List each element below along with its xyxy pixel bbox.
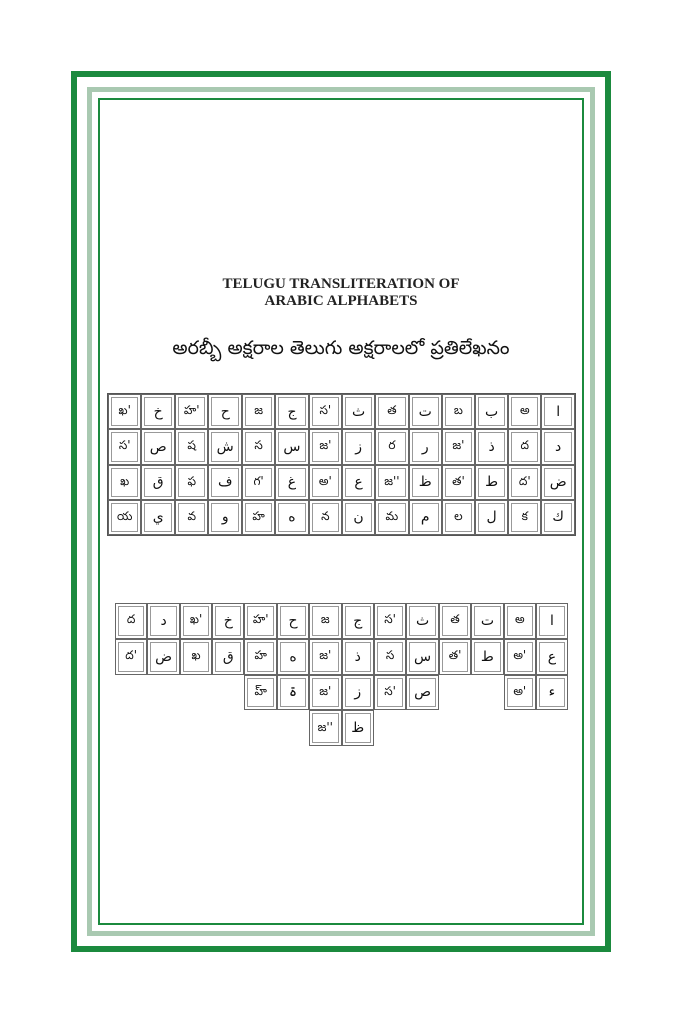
empty-cell xyxy=(471,710,503,746)
telugu-letter-cell: హ' xyxy=(175,394,208,429)
telugu-letter-cell: జ'' xyxy=(309,710,342,746)
telugu-letter-cell: క xyxy=(508,500,541,535)
arabic-letter-cell: ذ xyxy=(475,429,508,464)
empty-cell xyxy=(212,675,244,711)
arabic-letter-cell: ف xyxy=(208,465,242,500)
empty-cell xyxy=(115,710,147,746)
arabic-letter-cell: س xyxy=(406,639,439,675)
telugu-letter-cell: న xyxy=(309,500,342,535)
arabic-letter-cell: ص xyxy=(141,429,175,464)
empty-cell xyxy=(536,710,568,746)
table-row xyxy=(115,639,568,675)
telugu-letter-cell: స' xyxy=(108,429,141,464)
telugu-letter-cell: ఖ xyxy=(180,639,212,675)
empty-cell xyxy=(244,710,277,746)
arabic-letter-cell: ه xyxy=(275,500,309,535)
arabic-letter-cell: ث xyxy=(342,394,375,429)
telugu-letter-cell: స' xyxy=(309,394,342,429)
empty-cell xyxy=(147,675,180,711)
arabic-letter-cell: ث xyxy=(406,603,439,639)
empty-cell xyxy=(439,675,471,711)
alphabet-table-main xyxy=(107,393,576,536)
page-title-line-2: ARABIC ALPHABETS xyxy=(264,293,418,309)
empty-cell xyxy=(277,710,309,746)
telugu-letter-cell: ద' xyxy=(508,465,541,500)
telugu-letter-cell: ద' xyxy=(115,639,147,675)
arabic-letter-cell: س xyxy=(275,429,309,464)
empty-cell xyxy=(374,710,406,746)
arabic-letter-cell: ذ xyxy=(342,639,374,675)
telugu-letter-cell: అ xyxy=(504,603,536,639)
empty-cell xyxy=(180,675,212,711)
telugu-subtitle: అరబ్బీ అక్షరాల తెలుగు అక్షరాలలో ప్రతిలేఖనం xyxy=(172,337,510,359)
arabic-letter-cell: ه xyxy=(277,639,309,675)
arabic-letter-cell: ظ xyxy=(342,710,374,746)
telugu-letter-cell: జ'' xyxy=(375,465,408,500)
arabic-letter-cell: ج xyxy=(275,394,309,429)
arabic-letter-cell: د xyxy=(147,603,180,639)
telugu-letter-cell: త xyxy=(439,603,471,639)
arabic-letter-cell: ز xyxy=(342,675,374,711)
telugu-letter-cell: జ xyxy=(242,394,275,429)
empty-cell xyxy=(504,710,536,746)
telugu-letter-cell: త xyxy=(375,394,408,429)
telugu-letter-cell: అ xyxy=(508,394,541,429)
empty-cell xyxy=(212,710,244,746)
table-row xyxy=(108,394,575,429)
arabic-letter-cell: ا xyxy=(536,603,568,639)
arabic-letter-cell: ع xyxy=(342,465,375,500)
telugu-letter-cell: త' xyxy=(442,465,475,500)
arabic-letter-cell: ح xyxy=(277,603,309,639)
telugu-letter-cell: జ' xyxy=(309,639,342,675)
arabic-letter-cell: ق xyxy=(141,465,175,500)
arabic-letter-cell: ا xyxy=(541,394,575,429)
empty-cell xyxy=(115,675,147,711)
telugu-letter-cell: ఖ' xyxy=(180,603,212,639)
telugu-letter-cell: జ' xyxy=(309,429,342,464)
table-row xyxy=(108,465,575,500)
telugu-letter-cell: అ' xyxy=(504,639,536,675)
telugu-letter-cell: స xyxy=(242,429,275,464)
telugu-letter-cell: స' xyxy=(374,603,406,639)
empty-cell xyxy=(439,710,471,746)
telugu-letter-cell: ర xyxy=(375,429,408,464)
arabic-letter-cell: ط xyxy=(471,639,503,675)
telugu-letter-cell: హ' xyxy=(244,603,277,639)
empty-cell xyxy=(147,710,180,746)
telugu-letter-cell: జ xyxy=(309,603,342,639)
arabic-letter-cell: ق xyxy=(212,639,244,675)
telugu-letter-cell: ఖ' xyxy=(108,394,141,429)
table-row xyxy=(115,675,568,711)
telugu-letter-cell: వ xyxy=(175,500,208,535)
telugu-letter-cell: అ' xyxy=(504,675,536,711)
arabic-letter-cell: ز xyxy=(342,429,375,464)
arabic-letter-cell: ت xyxy=(471,603,503,639)
table-row xyxy=(108,429,575,464)
telugu-letter-cell: గ' xyxy=(242,465,275,500)
arabic-letter-cell: د xyxy=(541,429,575,464)
telugu-letter-cell: హ్ xyxy=(244,675,277,711)
arabic-letter-cell: ض xyxy=(541,465,575,500)
telugu-letter-cell: అ' xyxy=(309,465,342,500)
telugu-letter-cell: ద xyxy=(115,603,147,639)
arabic-letter-cell: ح xyxy=(208,394,242,429)
arabic-letter-cell: ي xyxy=(141,500,175,535)
arabic-letter-cell: ض xyxy=(147,639,180,675)
empty-cell xyxy=(180,710,212,746)
alphabet-table-secondary xyxy=(115,603,568,746)
arabic-letter-cell: ج xyxy=(342,603,374,639)
telugu-letter-cell: ల xyxy=(442,500,475,535)
arabic-letter-cell: خ xyxy=(212,603,244,639)
arabic-letter-cell: ن xyxy=(342,500,375,535)
empty-cell xyxy=(406,710,439,746)
arabic-letter-cell: غ xyxy=(275,465,309,500)
arabic-letter-cell: ص xyxy=(406,675,439,711)
telugu-letter-cell: జ' xyxy=(309,675,342,711)
arabic-letter-cell: ش xyxy=(208,429,242,464)
arabic-letter-cell: ع xyxy=(536,639,568,675)
telugu-letter-cell: మ xyxy=(375,500,408,535)
telugu-letter-cell: ఫ xyxy=(175,465,208,500)
arabic-letter-cell: ء xyxy=(536,675,568,711)
telugu-letter-cell: స' xyxy=(374,675,406,711)
telugu-letter-cell: హ xyxy=(244,639,277,675)
telugu-letter-cell: త' xyxy=(439,639,471,675)
arabic-letter-cell: ظ xyxy=(409,465,442,500)
arabic-letter-cell: ت xyxy=(409,394,442,429)
arabic-letter-cell: ط xyxy=(475,465,508,500)
telugu-letter-cell: బ xyxy=(442,394,475,429)
arabic-letter-cell: ل xyxy=(475,500,508,535)
arabic-letter-cell: خ xyxy=(141,394,175,429)
telugu-letter-cell: హ xyxy=(242,500,275,535)
empty-cell xyxy=(471,675,503,711)
telugu-letter-cell: స xyxy=(374,639,406,675)
table-row xyxy=(115,603,568,639)
table-row xyxy=(108,500,575,535)
page-title-line-1: TELUGU TRANSLITERATION OF xyxy=(222,276,460,292)
telugu-letter-cell: య xyxy=(108,500,141,535)
arabic-letter-cell: ك xyxy=(541,500,575,535)
arabic-letter-cell: ب xyxy=(475,394,508,429)
arabic-letter-cell: و xyxy=(208,500,242,535)
telugu-letter-cell: ఖ xyxy=(108,465,141,500)
arabic-letter-cell: ۃ xyxy=(277,675,309,711)
telugu-letter-cell: ష xyxy=(175,429,208,464)
telugu-letter-cell: జ' xyxy=(442,429,475,464)
telugu-letter-cell: ద xyxy=(508,429,541,464)
table-row xyxy=(115,710,568,746)
arabic-letter-cell: م xyxy=(409,500,442,535)
arabic-letter-cell: ر xyxy=(409,429,442,464)
